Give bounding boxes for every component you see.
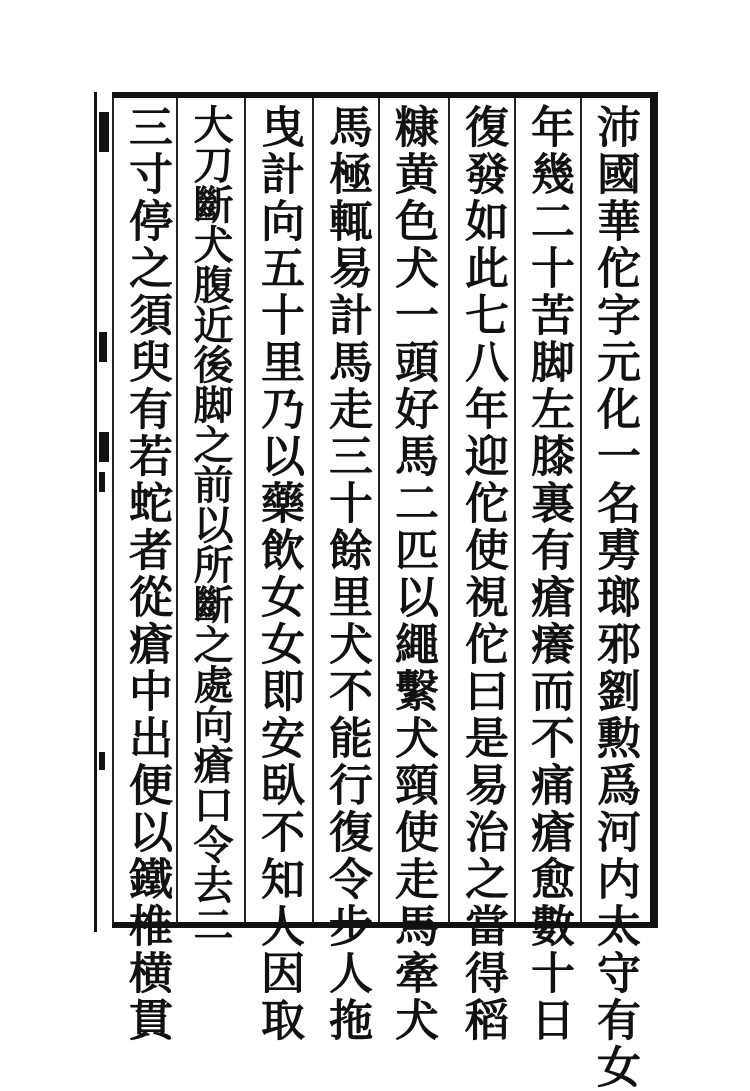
margin-mark bbox=[99, 332, 107, 362]
text-column-4 bbox=[378, 98, 442, 1044]
column-text: 曳計向五十里乃以藥飲女女即安臥不知人因取 bbox=[253, 104, 304, 1044]
column-rule bbox=[312, 98, 314, 922]
column-text: 沛國華佗字元化一名旉瑯邪劉勲爲河内太守有女 bbox=[589, 104, 640, 1091]
column-rule bbox=[378, 98, 380, 922]
text-column-7 bbox=[176, 98, 240, 944]
margin-mark bbox=[99, 472, 105, 492]
column-rule bbox=[514, 98, 516, 922]
column-text: 馬極輒易計馬走三十餘里犬不能行復令步人拖 bbox=[321, 104, 372, 1044]
column-text: 復發如此七八年迎佗使視佗曰是易治之當得稻 bbox=[457, 104, 508, 1044]
column-text: 三寸停之須臾有若蛇者從瘡中出便以鐵椎横貫 bbox=[121, 104, 172, 1044]
margin-mark bbox=[99, 752, 105, 770]
column-text: 年幾二十苦脚左膝裏有瘡癢而不痛瘡愈數十日 bbox=[523, 104, 574, 1044]
text-column-5 bbox=[312, 98, 376, 1044]
text-column-2 bbox=[514, 98, 578, 1044]
column-text: 大刀斷犬腹近後脚之前以所斷之處向瘡口令去二 bbox=[187, 104, 234, 944]
text-column-1 bbox=[580, 98, 644, 1091]
text-column-8 bbox=[112, 98, 176, 1044]
margin-mark bbox=[99, 432, 109, 462]
column-rule bbox=[448, 98, 450, 922]
column-rule bbox=[112, 98, 114, 922]
text-column-6 bbox=[244, 98, 308, 1044]
margin-mark bbox=[99, 112, 109, 152]
column-text: 糠黄色犬一頭好馬二匹以繩繫犬頸使走馬牽犬 bbox=[387, 104, 438, 1044]
column-rule bbox=[580, 98, 582, 922]
column-rule bbox=[176, 98, 178, 922]
column-rule bbox=[244, 98, 246, 922]
text-column-3 bbox=[448, 98, 512, 1044]
